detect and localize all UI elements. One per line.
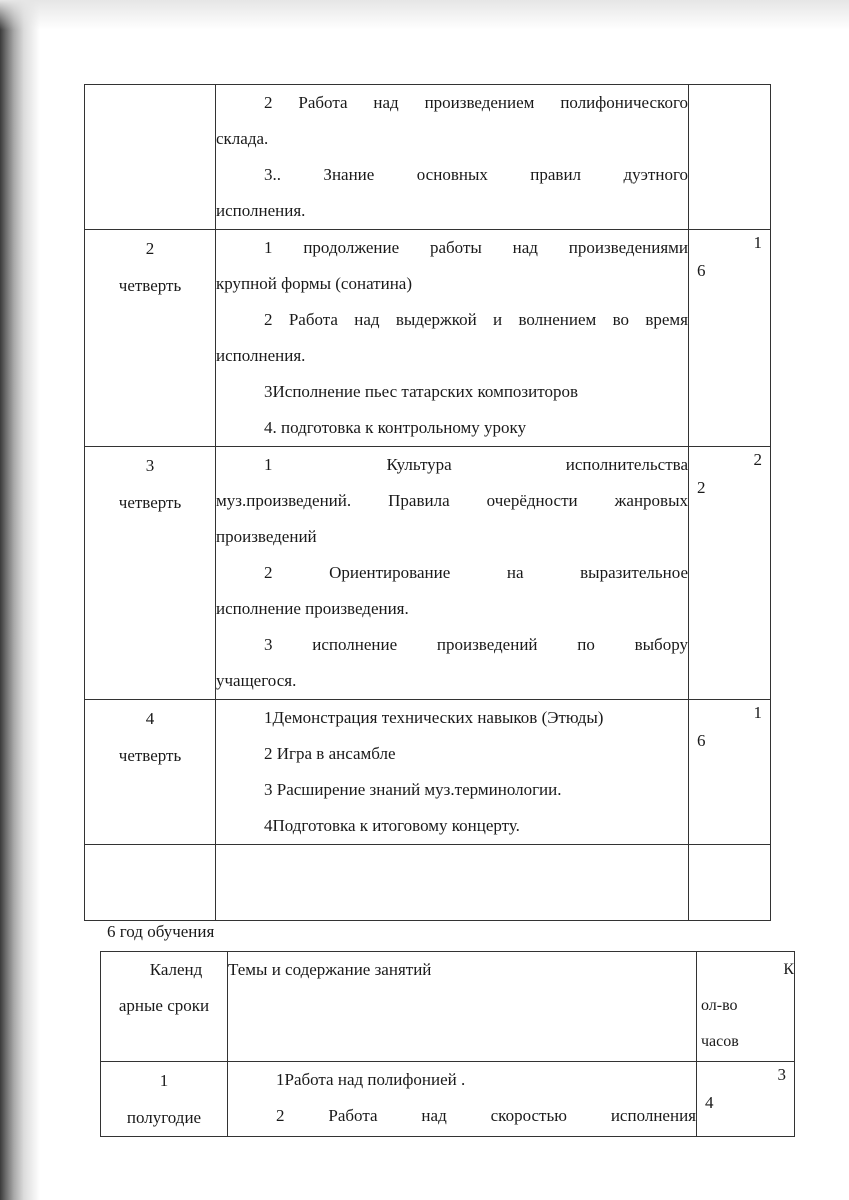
header-term xyxy=(101,952,228,1062)
content-line: исполнения. xyxy=(216,201,306,220)
header-term-line1: Календ xyxy=(149,960,203,979)
content-cell xyxy=(216,85,689,230)
term-word: четверть xyxy=(118,276,182,295)
hours-cell xyxy=(689,230,771,447)
hours-cell xyxy=(689,85,771,230)
content-line: 2 Работа над скоростью исполнения xyxy=(276,1106,696,1125)
content-line: 2 Работа над выдержкой и волнением во время xyxy=(264,310,688,329)
content-line: 2 Работа над произведением полифонического xyxy=(264,93,688,112)
table-row xyxy=(85,447,771,700)
header-hours-line2: ол-во xyxy=(701,997,738,1014)
curriculum-table-year5 xyxy=(84,84,771,921)
content-line: 3 Расширение знаний муз.терминологии. xyxy=(264,780,562,799)
hours-bottom: 6 xyxy=(697,731,706,750)
content-line: учащегося. xyxy=(216,671,297,690)
content-cell xyxy=(216,230,689,447)
content-line: исполнение произведения. xyxy=(216,599,409,618)
content-line: склада. xyxy=(216,129,269,148)
table-row xyxy=(85,230,771,447)
content-cell xyxy=(216,700,689,845)
term-word: четверть xyxy=(118,746,182,765)
section-caption: 6 год обучения xyxy=(107,922,215,941)
content-cell xyxy=(228,1062,697,1137)
content-line: 4. подготовка к контрольному уроку xyxy=(264,418,527,437)
header-hours-line1: К xyxy=(783,961,794,978)
term-number: 4 xyxy=(145,709,155,728)
content-cell xyxy=(216,447,689,700)
hours-cell xyxy=(697,1062,795,1137)
scan-shadow xyxy=(0,0,40,1200)
term-number: 1 xyxy=(159,1071,169,1090)
hours-top: 2 xyxy=(753,450,762,469)
content-line: 3 исполнение произведений по выбору xyxy=(264,635,688,654)
content-line: исполнения. xyxy=(216,346,306,365)
hours-top: 1 xyxy=(753,703,762,722)
header-hours-line3: часов xyxy=(701,1033,739,1050)
content-line: 3.. Знание основных правил дуэтного xyxy=(264,165,688,184)
hours-bottom: 6 xyxy=(697,261,706,280)
term-cell xyxy=(85,447,216,700)
term-cell xyxy=(85,230,216,447)
table-row xyxy=(85,700,771,845)
empty-cell xyxy=(85,845,216,921)
empty-cell xyxy=(216,845,689,921)
content-line: 3Исполнение пьес татарских композиторов xyxy=(264,382,578,401)
content-line: 4Подготовка к итоговому концерту. xyxy=(264,816,520,835)
content-line: 1 продолжение работы над произведениями xyxy=(264,238,688,257)
hours-top: 1 xyxy=(753,233,762,252)
header-hours xyxy=(697,952,795,1062)
term-cell xyxy=(101,1062,228,1137)
term-word: полугодие xyxy=(126,1108,202,1127)
term-word: четверть xyxy=(118,493,182,512)
table-row xyxy=(85,85,771,230)
table-row xyxy=(101,1062,795,1137)
hours-cell xyxy=(689,447,771,700)
term-cell xyxy=(85,85,216,230)
hours-cell xyxy=(689,700,771,845)
content-line: 2 Игра в ансамбле xyxy=(264,744,396,763)
hours-bottom: 4 xyxy=(705,1093,714,1112)
term-number: 2 xyxy=(145,239,155,258)
hours-top: 3 xyxy=(777,1065,786,1084)
term-cell xyxy=(85,700,216,845)
table-header-row xyxy=(101,952,795,1062)
header-topic: Темы и содержание занятий xyxy=(228,952,697,1062)
content-line: 1Работа над полифонией . xyxy=(276,1070,466,1089)
content-line: произведений xyxy=(216,527,317,546)
empty-row xyxy=(85,845,771,921)
curriculum-table-year6 xyxy=(100,951,795,1137)
empty-cell xyxy=(689,845,771,921)
hours-bottom: 2 xyxy=(697,478,706,497)
scan-top-shade xyxy=(0,0,849,30)
content-line: 2 Ориентирование на выразительное xyxy=(264,563,688,582)
content-line: 1 Культура исполнительства xyxy=(264,455,688,474)
term-number: 3 xyxy=(145,456,155,475)
header-term-line2: арные сроки xyxy=(118,996,210,1015)
content-line: муз.произведений. Правила очерёдности жанровых xyxy=(216,491,688,510)
content-line: 1Демонстрация технических навыков (Этюды) xyxy=(264,708,604,727)
content-line: крупной формы (сонатина) xyxy=(216,274,413,293)
